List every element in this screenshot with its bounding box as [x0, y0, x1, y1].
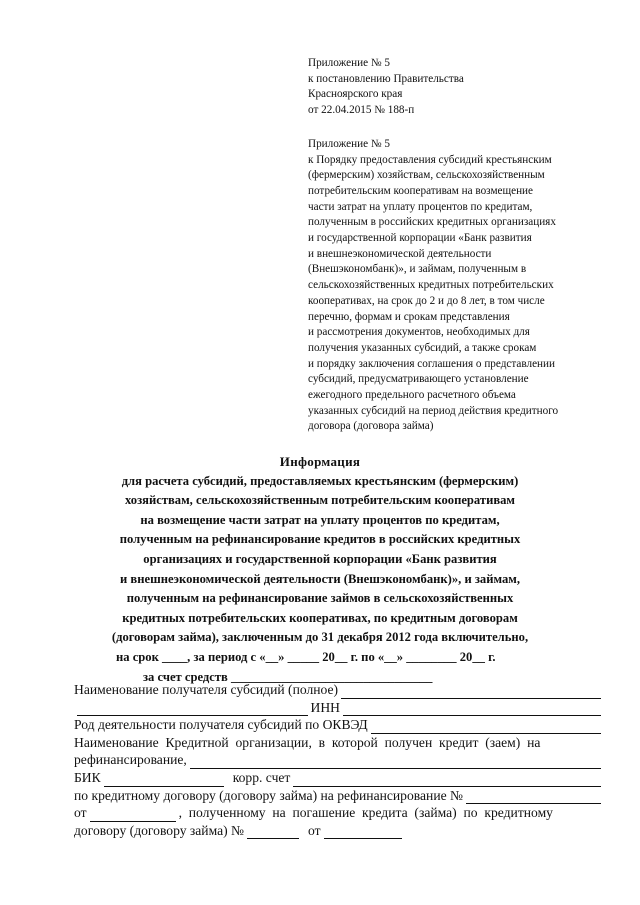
info-line: для расчета субсидий, предоставляемых крестьянским (фермерским) [121, 473, 519, 488]
info-line: полученным на рефинансирование займов в сельскохозяйственных [126, 591, 514, 606]
appendix-order-line: и внешнеэкономической деятельности [308, 247, 492, 260]
funds-line: за счет средств ________________________________ [143, 669, 433, 684]
contract-label: по кредитному договору (договору займа) на рефинансирование № [74, 787, 464, 803]
info-heading-block [60, 452, 580, 687]
appendix-order-line: и порядку заключения соглашения о представлении [308, 357, 556, 370]
appendix-header-line: Красноярского края [308, 88, 403, 101]
appendix-header-line: к постановлению Правительства [308, 72, 464, 85]
contract2-number-field[interactable] [247, 825, 299, 839]
appendix-order-line: (фермерским) хозяйствам, сельскохозяйственным [308, 169, 545, 182]
form-row-bik [74, 769, 604, 787]
from-label: от [74, 805, 87, 821]
appendix-order-line: получения указанных субсидий, а также срокам [308, 341, 537, 354]
form-row-refinancing [74, 751, 604, 769]
appendix-order-line: полученным в российских кредитных организациях [308, 216, 556, 229]
appendix-order-line: субсидий, предусматривающего установление [308, 373, 529, 386]
appendix-order-line: ежегодного предельного расчетного объема [308, 389, 516, 402]
contract2-label: договору (договору займа) № [74, 822, 245, 838]
appendix-order-line: к Порядку предоставления субсидий крестьянским [308, 153, 552, 166]
appendix-order-line: кооперативах, на срок до 2 и до 8 лет, в том числе [308, 294, 545, 307]
appendix-order-line: указанных субсидий на период действия кредитного [308, 404, 559, 417]
activity-label: Род деятельности получателя субсидий по ОКВЭД [74, 717, 368, 733]
inn-label: ИНН [310, 699, 340, 715]
appendix-order-line: и рассмотрения документов, необходимых для [308, 326, 530, 339]
credit-org-field[interactable] [190, 755, 601, 769]
recipient-form [74, 681, 604, 839]
appendix-order-line: Приложение № 5 [308, 137, 390, 150]
spacer [308, 119, 608, 137]
appendix-order-line: части затрат на уплату процентов по кредитам, [308, 200, 533, 213]
corr-account-field[interactable] [293, 773, 601, 787]
info-line: (договорам займа), заключенным до 31 декабря 2012 года включительно, [111, 630, 529, 645]
form-row-credit-org [74, 734, 604, 752]
contract-date-field[interactable] [90, 808, 176, 822]
info-line: полученным на рефинансирование кредитов в российских кредитных [119, 532, 521, 547]
form-row-obtained [74, 804, 604, 822]
info-title: Информация [279, 454, 361, 469]
appendix-order-line: перечню, формам и срокам представления [308, 310, 510, 323]
contract2-date-field[interactable] [324, 825, 402, 839]
bik-field[interactable] [104, 773, 224, 787]
info-line: на возмещение части затрат на уплату процентов по кредитам, [140, 512, 500, 527]
appendix-order-line: и государственной корпорации «Банк развития [308, 232, 532, 245]
corr-account-label: корр. счет [232, 769, 291, 785]
form-row-contract [74, 787, 604, 805]
form-row-inn [74, 699, 604, 717]
appendix-order-line: потребительским кооперативам на возмещение [308, 184, 534, 197]
recipient-name-field-cont[interactable] [77, 702, 308, 716]
appendix-header-line: от 22.04.2015 № 188-п [308, 104, 415, 117]
form-row-activity [74, 716, 604, 734]
from2-label: от [308, 822, 321, 838]
appendix-order-line: договора (договора займа) [308, 420, 434, 433]
inn-field[interactable] [343, 702, 601, 716]
info-line: кредитных потребительских кооперативах, по кредитным договорам [122, 610, 518, 625]
appendix-order-line: (Внешэкономбанк)», и займам, полученным в [308, 263, 527, 276]
term-line: на срок ____, за период с «__» _____ 20__ г. по «__» ________ 20__ г. [116, 649, 496, 664]
form-row-contract2 [74, 822, 604, 840]
appendix-header-line: Приложение № 5 [308, 57, 390, 69]
info-line: и внешнеэкономической деятельности (Внешэкономбанк)», и займам, [120, 571, 520, 586]
appendix-block [308, 56, 608, 435]
okved-field[interactable] [371, 720, 601, 734]
appendix-order-line: сельскохозяйственных кредитных потребительских [308, 279, 554, 292]
recipient-name-field[interactable] [341, 685, 601, 699]
form-row-recipient [74, 681, 604, 699]
info-line: хозяйствам, сельскохозяйственным потребительским кооперативам [124, 493, 516, 508]
contract-number-field[interactable] [466, 790, 601, 804]
bik-label: БИК [74, 769, 101, 785]
obtained-label: , полученному на погашение кредита (займа) по кредитному [178, 805, 553, 821]
credit-org-label: Наименование Кредитной организации, в которой получен кредит (заем) на [74, 734, 541, 750]
recipient-label: Наименование получателя субсидий (полное) [74, 682, 339, 697]
refinancing-label: рефинансирование, [74, 752, 187, 768]
info-line: организациях и государственной корпорации «Банк развития [143, 551, 497, 566]
